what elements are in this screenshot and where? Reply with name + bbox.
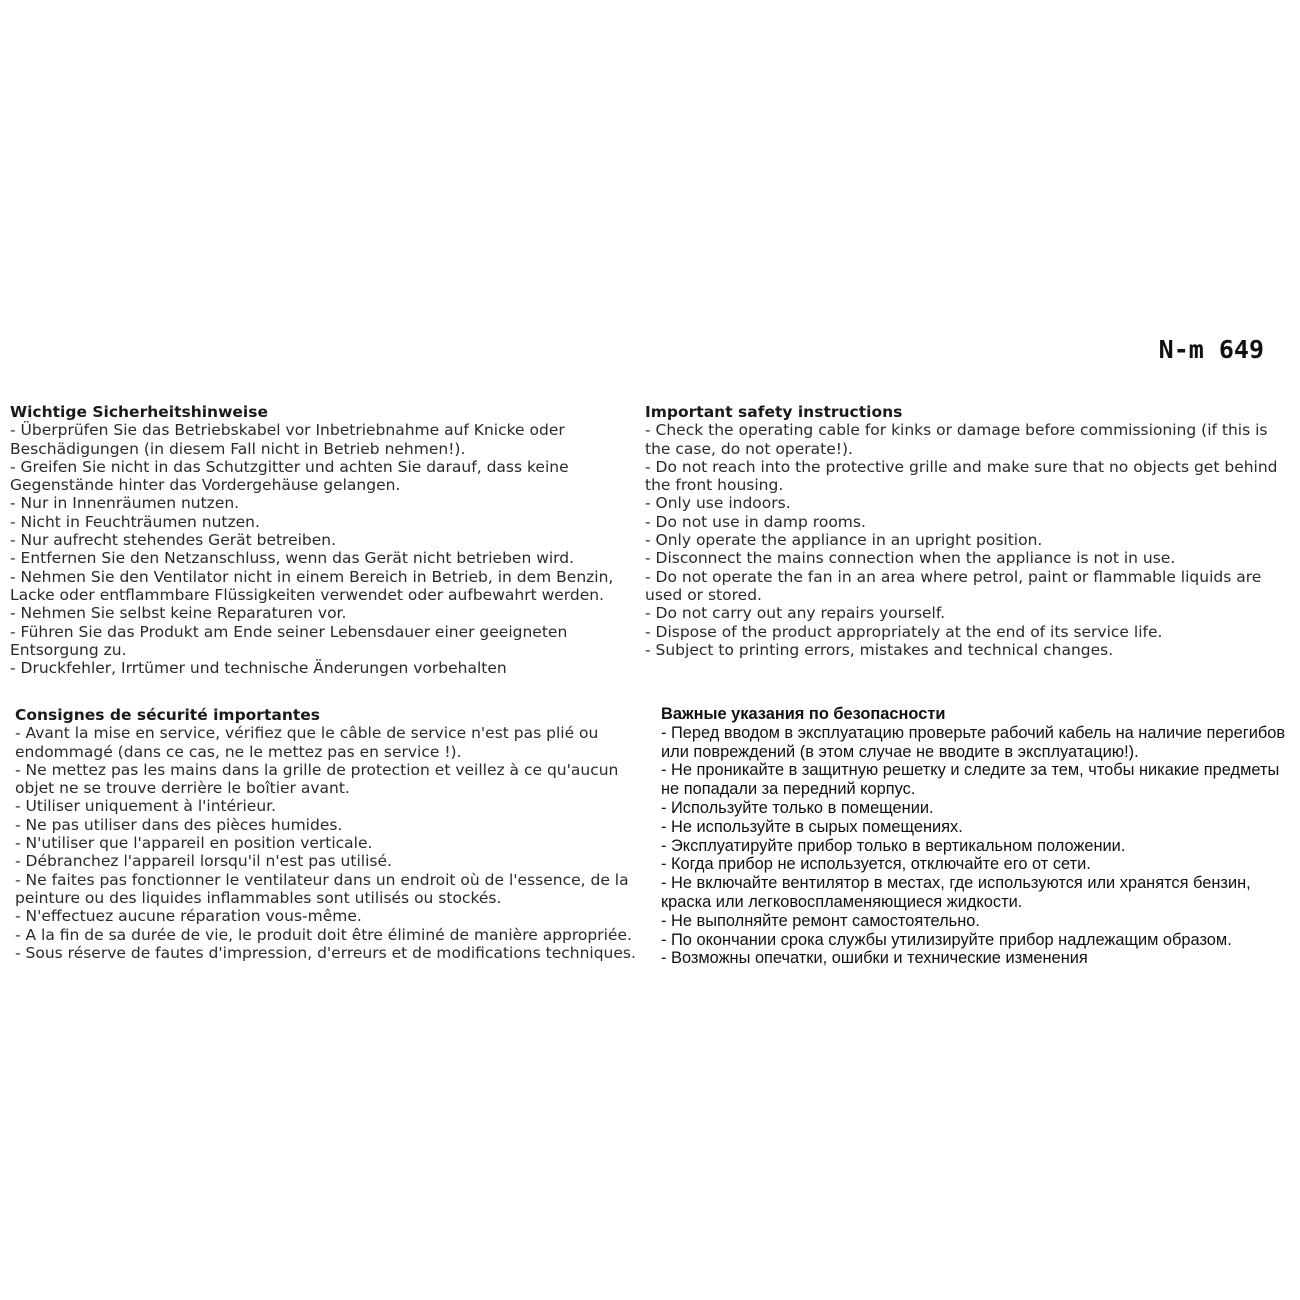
instruction-list-fr — [15, 724, 650, 962]
instruction-item: - Subject to printing errors, mistakes and technical changes. — [645, 640, 1114, 659]
instruction-item: - Ne faites pas fonctionner le ventilateur dans un endroit où de l'essence, de la peinture ou des liquides inflammables sont utilisés ou stockés. — [15, 870, 629, 907]
safety-section-fr — [15, 706, 650, 962]
instruction-item: - Do not use in damp rooms. — [645, 512, 866, 531]
instruction-item: - Возможны опечатки, ошибки и технические изменения — [661, 949, 1088, 968]
instruction-item: - Disconnect the mains connection when the appliance is not in use. — [645, 549, 1176, 568]
instruction-item: - Überprüfen Sie das Betriebskabel vor Inbetriebnahme auf Knicke oder Beschädigungen (in diesem Fall nicht in Betrieb nehmen!). — [10, 421, 565, 458]
instruction-item: - N'effectuez aucune réparation vous-même. — [15, 907, 362, 926]
instruction-item: - Не включайте вентилятор в местах, где используются или хранятся бензин, краска или легковоспламеняющиеся жидкости. — [661, 874, 1251, 911]
instruction-item: - Эксплуатируйте прибор только в вертикальном положении. — [661, 836, 1126, 855]
instruction-item: - Only use indoors. — [645, 494, 791, 513]
section-title-fr: Consignes de sécurité importantes — [15, 706, 321, 724]
instruction-item: - Do not carry out any repairs yourself. — [645, 604, 946, 623]
instruction-item: - Do not operate the fan in an area where petrol, paint or flammable liquids are used or stored. — [645, 567, 1262, 604]
instruction-list-de — [10, 421, 635, 677]
instruction-item: - Когда прибор не используется, отключайте его от сети. — [661, 855, 1091, 874]
instruction-item: - Utiliser uniquement à l'intérieur. — [15, 797, 277, 816]
instruction-item: - Не проникайте в защитную решетку и следите за тем, чтобы никакие предметы не попадали за передний корпус. — [661, 761, 1280, 799]
instruction-item: - Check the operating cable for kinks or damage before commissioning (if this is the case, do not operate!). — [645, 421, 1268, 458]
instruction-item: - Перед вводом в эксплуатацию проверьте рабочий кабель на наличие перегибов или повреждений (в этом случае не вводите в эксплуатацию!). — [661, 723, 1286, 761]
instruction-list-en — [645, 421, 1285, 659]
section-title-en: Important safety instructions — [645, 403, 903, 421]
section-title-de: Wichtige Sicherheitshinweise — [10, 403, 268, 421]
instruction-item: - Nehmen Sie den Ventilator nicht in einem Bereich in Betrieb, in dem Benzin, Lacke oder entflammbare Flüssigkeiten verwendet oder aufbewahrt werden. — [10, 567, 614, 604]
instruction-item: - Не выполняйте ремонт самостоятельно. — [661, 911, 980, 930]
instruction-item: - Ne pas utiliser dans des pièces humides. — [15, 815, 343, 834]
instruction-item: - Entfernen Sie den Netzanschluss, wenn das Gerät nicht betrieben wird. — [10, 549, 575, 568]
instruction-item: - Nur in Innenräumen nutzen. — [10, 494, 240, 513]
instruction-item: - Druckfehler, Irrtümer und technische Änderungen vorbehalten — [10, 659, 507, 678]
instruction-item: - Nur aufrecht stehendes Gerät betreiben. — [10, 531, 337, 550]
safety-section-en — [645, 403, 1285, 659]
instruction-item: - Не используйте в сырых помещениях. — [661, 817, 963, 836]
instruction-item: - Nicht in Feuchträumen nutzen. — [10, 512, 260, 531]
section-title-ru: Важные указания по безопасности — [661, 705, 946, 723]
instruction-item: - Ne mettez pas les mains dans la grille de protection et veillez à ce qu'aucun objet ne se trouve derrière le boîtier avant. — [15, 760, 619, 798]
instruction-item: - Débranchez l'appareil lorsqu'il n'est pas utilisé. — [15, 852, 392, 871]
instruction-item: - Only operate the appliance in an upright position. — [645, 531, 1043, 550]
instruction-item: - N'utiliser que l'appareil en position verticale. — [15, 834, 373, 853]
instruction-item: - Sous réserve de fautes d'impression, d'erreurs et de modifications techniques. — [15, 943, 636, 962]
model-number: N-m 649 — [1158, 335, 1264, 364]
instruction-item: - A la fin de sa durée de vie, le produit doit être éliminé de manière appropriée. — [15, 925, 632, 944]
instruction-item: - Dispose of the product appropriately at the end of its service life. — [645, 622, 1163, 641]
instruction-list-ru — [661, 724, 1296, 968]
safety-section-ru — [661, 705, 1296, 968]
instruction-item: - Avant la mise en service, vérifiez que le câble de service n'est pas plié ou endommagé (dans ce cas, ne le mettez pas en service !). — [15, 724, 599, 761]
instruction-item: - Do not reach into the protective grille and make sure that no objects get behind the front housing. — [645, 457, 1278, 495]
instruction-item: - Используйте только в помещении. — [661, 798, 934, 817]
instruction-item: - Führen Sie das Produkt am Ende seiner Lebensdauer einer geeigneten Entsorgung zu. — [10, 622, 568, 659]
instruction-item: - Greifen Sie nicht in das Schutzgitter und achten Sie darauf, dass keine Gegenstände hinter das Vordergehäuse gelangen. — [10, 457, 569, 495]
safety-section-de — [10, 403, 635, 677]
instruction-item: - Nehmen Sie selbst keine Reparaturen vor. — [10, 604, 347, 623]
instruction-item: - По окончании срока службы утилизируйте прибор надлежащим образом. — [661, 930, 1232, 949]
